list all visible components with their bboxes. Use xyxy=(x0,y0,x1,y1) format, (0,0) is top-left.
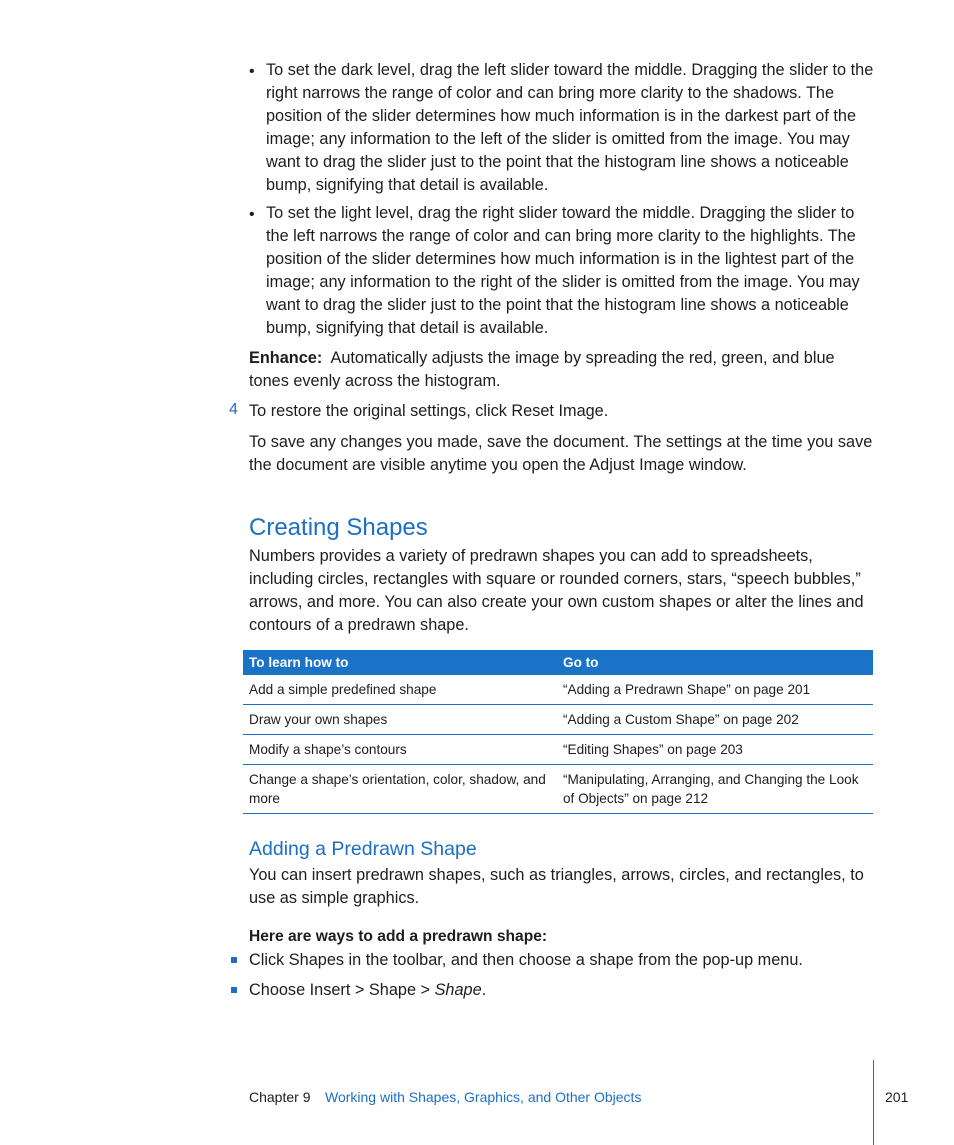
footer-chapter-title: Working with Shapes, Graphics, and Other Objects xyxy=(325,1089,642,1105)
footer-chapter: Chapter 9 xyxy=(249,1089,311,1105)
list-item: Click Shapes in the toolbar, and then choose a shape from the pop-up menu. xyxy=(249,951,803,969)
enhance-text: Automatically adjusts the image by spreading the red, green, and blue tones evenly across the histogram. xyxy=(249,349,835,390)
section-intro: Numbers provides a variety of predrawn shapes you can add to spreadsheets, including circles, rectangles with square or rounded corners, stars, “speech bubbles,” arrows, and more. You can also create your own custom shapes or alter the lines and contours of a predrawn shape. xyxy=(249,547,864,634)
bullet-light-level: To set the light level, drag the right slider toward the middle. Dragging the slider to the left narrows the range of color and can bring more clarity to the highlights. The position of the slider determines how much information is in the lightest part of the image; any information to the right of the slider is omitted from the image. You may want to drag the slider just to the point that the histogram line shows a noticeable bump, signifying that detail is available. xyxy=(266,204,860,337)
table-row xyxy=(243,705,873,735)
table-header-row xyxy=(243,650,873,675)
step-text: To restore the original settings, click Reset Image. xyxy=(249,402,609,420)
item-italic-text: Shape xyxy=(434,981,482,999)
enhance-paragraph xyxy=(249,347,877,393)
table-cell: “Adding a Custom Shape” on page 202 xyxy=(557,705,873,735)
table-header: To learn how to xyxy=(243,650,557,675)
table-row xyxy=(243,675,873,705)
enhance-label: Enhance: xyxy=(249,349,323,367)
table-row xyxy=(243,735,873,765)
list-item xyxy=(249,979,877,1002)
table-header: Go to xyxy=(557,650,873,675)
table-cell: “Manipulating, Arranging, and Changing the Look of Objects” on page 212 xyxy=(557,765,873,814)
step-number: 4 xyxy=(229,401,238,418)
table-cell: Add a simple predefined shape xyxy=(243,675,557,705)
table-row xyxy=(243,765,873,814)
footer-divider xyxy=(873,1060,874,1145)
table-cell: Change a shape’s orientation, color, shadow, and more xyxy=(243,765,557,814)
save-paragraph: To save any changes you made, save the document. The settings at the time you save the document are visible anytime you open the Adjust Image window. xyxy=(249,433,873,474)
square-bullet-icon xyxy=(231,987,237,993)
ways-label: Here are ways to add a predrawn shape: xyxy=(249,928,548,945)
page-number: 201 xyxy=(885,1089,909,1105)
table-cell: “Adding a Predrawn Shape” on page 201 xyxy=(557,675,873,705)
table-cell: “Editing Shapes” on page 203 xyxy=(557,735,873,765)
table-cell: Draw your own shapes xyxy=(243,705,557,735)
bullet-dot: • xyxy=(249,63,255,80)
table-cell: Modify a shape’s contours xyxy=(243,735,557,765)
subsection-intro: You can insert predrawn shapes, such as triangles, arrows, circles, and rectangles, to use as simple graphics. xyxy=(249,866,864,907)
item-text: Choose Insert > Shape > xyxy=(249,981,435,999)
reference-table xyxy=(243,650,873,814)
item-text: . xyxy=(481,981,487,999)
bullet-dark-level: To set the dark level, drag the left slider toward the middle. Dragging the slider to the right narrows the range of color and can bring more clarity to the shadows. The position of the slider determines how much information is in the darkest part of the image; any information to the left of the slider is omitted from the image. You may want to drag the slider just to the point that the histogram line shows a noticeable bump, signifying that detail is available. xyxy=(266,61,874,194)
bullet-dot: • xyxy=(249,206,255,223)
section-title: Creating Shapes xyxy=(249,514,428,541)
square-bullet-icon xyxy=(231,957,237,963)
subsection-title: Adding a Predrawn Shape xyxy=(249,838,477,860)
